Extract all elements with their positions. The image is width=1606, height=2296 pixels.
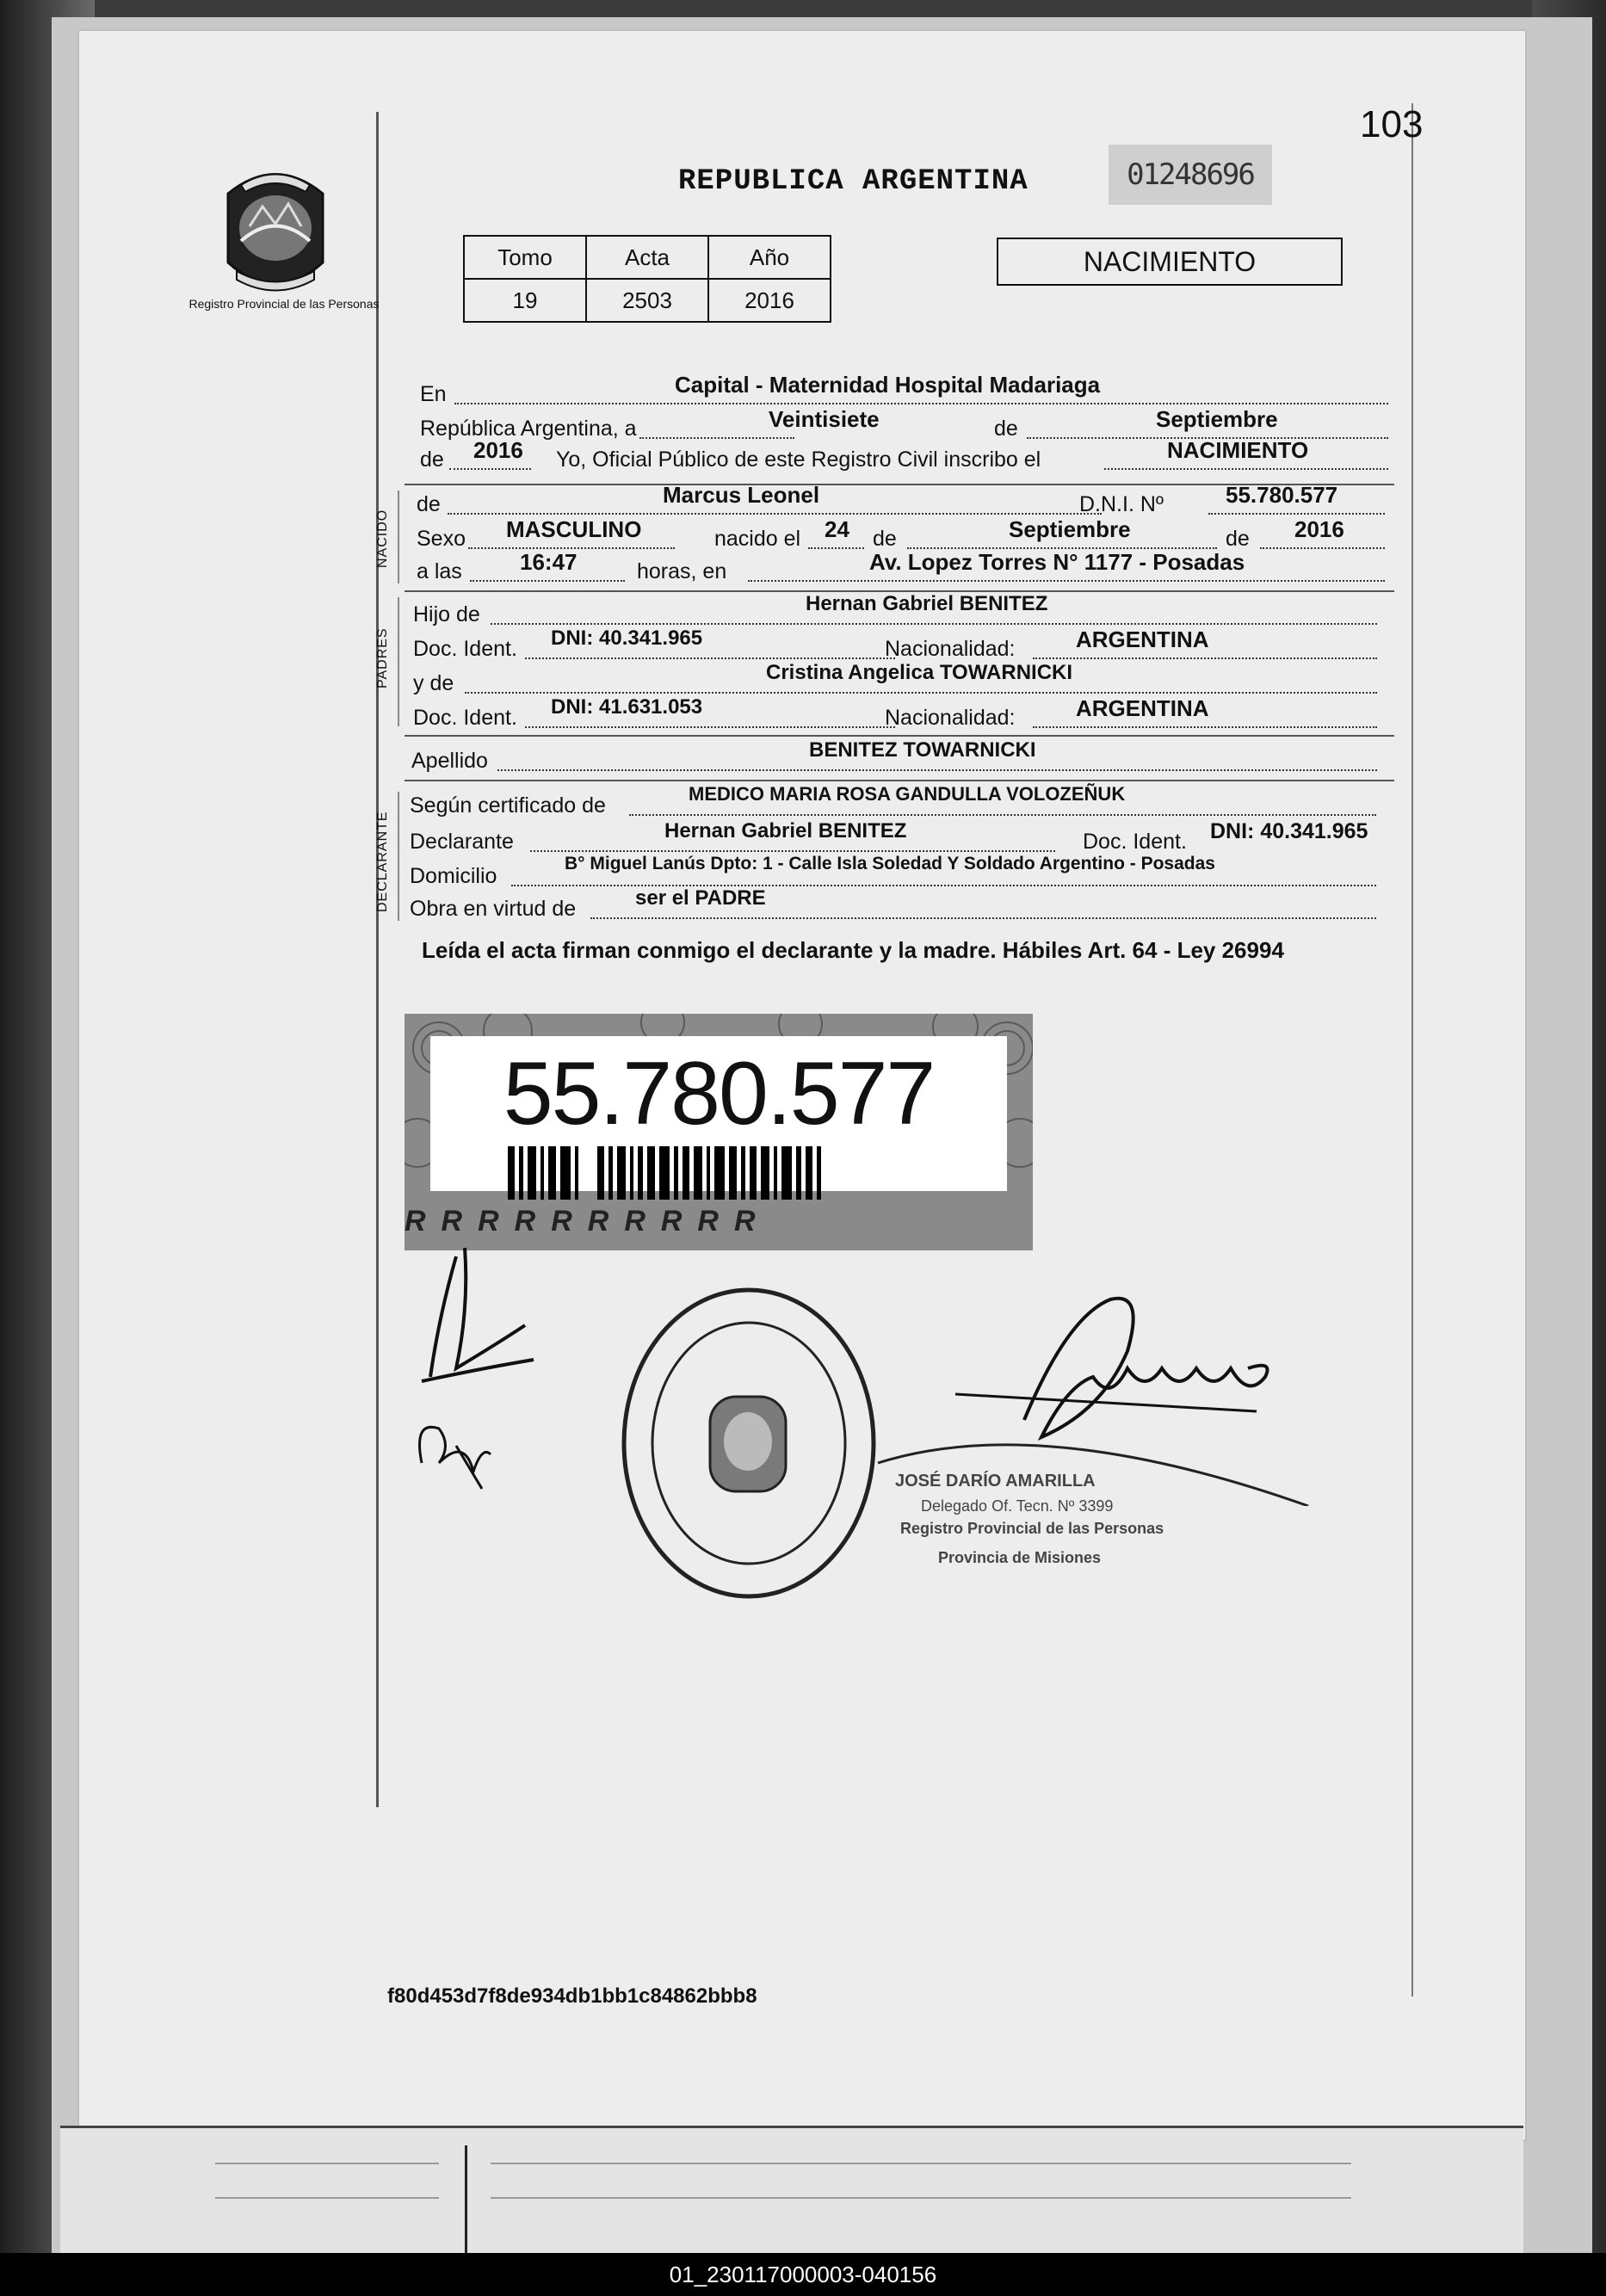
lower-sheet-rule xyxy=(491,2163,1351,2164)
row-father-doc xyxy=(413,626,1394,664)
time-value: 16:47 xyxy=(520,549,578,575)
declarante-doc-value: DNI: 40.341.965 xyxy=(1210,819,1368,843)
dotted-line xyxy=(1260,547,1385,549)
dotted-line xyxy=(454,403,1388,404)
month-value: Septiembre xyxy=(1156,406,1278,432)
certificado-label: Según certificado de xyxy=(410,793,606,818)
child-dni-value: 55.780.577 xyxy=(1226,482,1338,508)
dotted-line xyxy=(525,726,895,728)
declarante-doc-label: Doc. Ident. xyxy=(1083,830,1187,854)
barcode xyxy=(508,1146,912,1200)
domicilio-label: Domicilio xyxy=(410,864,497,888)
horas-label: horas, en xyxy=(637,559,727,583)
doc-ident-label: Doc. Ident. xyxy=(413,637,517,661)
yde-label: y de xyxy=(413,671,454,695)
sexo-value: MASCULINO xyxy=(506,516,642,542)
registry-table-value-row xyxy=(464,279,831,322)
domicilio-value: B° Miguel Lanús Dpto: 1 - Calle Isla Soledad Y Soldado Argentino - Posadas xyxy=(565,854,1215,873)
apellido-value: BENITEZ TOWARNICKI xyxy=(809,738,1036,762)
declarante-name-value: Hernan Gabriel BENITEZ xyxy=(664,819,907,842)
serial-number: 01248696 xyxy=(1109,145,1272,205)
lower-sheet-rule xyxy=(215,2163,439,2164)
row-name xyxy=(417,482,1398,520)
dotted-line xyxy=(465,692,1377,694)
row-place xyxy=(420,372,1401,410)
stamp-inner-panel xyxy=(430,1036,1007,1191)
inscribo-label: Yo, Oficial Público de este Registro Civil inscribo el xyxy=(556,447,1041,472)
apellido-label: Apellido xyxy=(411,749,488,773)
registry-table-header-row xyxy=(464,236,831,279)
dotted-line xyxy=(748,580,1385,582)
row-obra xyxy=(410,886,1391,924)
padres-section-label: PADRES xyxy=(375,627,390,688)
republica-label: República Argentina, a xyxy=(420,417,637,441)
section-side-bar xyxy=(398,597,399,726)
row-certificado xyxy=(410,783,1391,821)
nacionalidad-label: Nacionalidad: xyxy=(885,637,1016,661)
document-heading: REPUBLICA ARGENTINA xyxy=(678,165,1028,198)
page-number: 103 xyxy=(1360,103,1424,145)
act-word-value: NACIMIENTO xyxy=(1167,437,1309,463)
dotted-line xyxy=(1104,468,1388,470)
section-rule xyxy=(405,780,1394,781)
dotted-line xyxy=(639,437,794,439)
footer-id: 01_230117000003-040156 xyxy=(0,2253,1606,2296)
alas-label: a las xyxy=(417,559,462,583)
section-rule xyxy=(405,735,1394,737)
section-side-bar xyxy=(398,792,399,921)
official-line2: Registro Provincial de las Personas xyxy=(900,1520,1164,1537)
sexo-label: Sexo xyxy=(417,527,466,551)
registry-header-anio: Año xyxy=(708,236,831,279)
declarante-label: Declarante xyxy=(410,830,514,854)
nacido-section-label: NACIDO xyxy=(375,509,390,568)
section-side-bar xyxy=(398,491,399,583)
dotted-line xyxy=(448,513,1102,515)
dotted-line xyxy=(497,769,1377,771)
security-letter-strip: RRRRRRRRRR xyxy=(405,1205,771,1237)
hijo-label: Hijo de xyxy=(413,602,480,626)
lower-sheet-rule xyxy=(215,2197,439,2199)
obra-value: ser el PADRE xyxy=(635,886,766,910)
dotted-line xyxy=(525,657,895,659)
dotted-line xyxy=(1033,726,1377,728)
place-value: Capital - Maternidad Hospital Madariaga xyxy=(675,372,1101,398)
misiones-crest-icon xyxy=(202,159,349,306)
act-type-box: NACIMIENTO xyxy=(997,238,1343,286)
child-name-value: Marcus Leonel xyxy=(663,482,820,508)
declarante-section-label: DECLARANTE xyxy=(375,811,390,912)
dni-label: D.N.I. Nº xyxy=(1079,492,1164,516)
en-label: En xyxy=(420,382,447,406)
row-mother-doc xyxy=(413,695,1394,733)
row-time xyxy=(417,549,1398,587)
round-official-seal-icon xyxy=(615,1278,882,1609)
certificado-value: MEDICO MARIA ROSA GANDULLA VOLOZEÑUK xyxy=(689,783,1126,805)
dotted-line xyxy=(1033,657,1377,659)
de2-label: de xyxy=(420,447,444,472)
frame-left-rule xyxy=(376,112,379,1807)
dotted-line xyxy=(1208,513,1385,515)
dotted-line xyxy=(491,623,1377,625)
registry-header-tomo: Tomo xyxy=(464,236,586,279)
mother-name-value: Cristina Angelica TOWARNICKI xyxy=(766,661,1073,684)
declarant-signature-icon xyxy=(405,1239,559,1497)
dotted-line xyxy=(808,547,864,549)
father-nationality-value: ARGENTINA xyxy=(1076,626,1209,652)
mother-nationality-value: ARGENTINA xyxy=(1076,695,1209,721)
official-line1: Delegado Of. Tecn. Nº 3399 xyxy=(921,1497,1114,1515)
de-label: de xyxy=(873,527,897,551)
doc-ident-label: Doc. Ident. xyxy=(413,706,517,730)
dotted-line xyxy=(629,814,1376,816)
registry-value-tomo: 19 xyxy=(464,279,586,322)
dotted-line xyxy=(590,917,1376,919)
birth-year-value: 2016 xyxy=(1294,516,1344,542)
birth-place-value: Av. Lopez Torres N° 1177 - Posadas xyxy=(869,549,1245,575)
row-inscribo xyxy=(420,437,1401,475)
day-words-value: Veintisiete xyxy=(769,406,880,432)
security-stamp xyxy=(405,1014,1033,1250)
de-label: de xyxy=(1226,527,1250,551)
dotted-line xyxy=(530,850,1055,852)
year-value: 2016 xyxy=(473,437,523,463)
stamp-number: 55.780.577 xyxy=(503,1044,935,1144)
nacionalidad-label: Nacionalidad: xyxy=(885,706,1016,730)
nacido-label: nacido el xyxy=(714,527,801,551)
registry-header-acta: Acta xyxy=(586,236,708,279)
hash-code: f80d453d7f8de934db1bb1c84862bbb8 xyxy=(387,1984,757,2008)
father-doc-value: DNI: 40.341.965 xyxy=(551,626,703,650)
registry-value-acta: 2503 xyxy=(586,279,708,322)
registry-table xyxy=(463,235,831,323)
row-declarante xyxy=(410,819,1391,857)
birth-month-value: Septiembre xyxy=(1009,516,1131,542)
frame-right-rule xyxy=(1411,103,1413,1997)
official-line3: Provincia de Misiones xyxy=(938,1549,1102,1566)
row-domicilio xyxy=(410,854,1391,892)
mother-doc-value: DNI: 41.631.053 xyxy=(551,695,703,719)
dotted-line xyxy=(470,580,625,582)
lower-sheet-rule xyxy=(491,2197,1351,2199)
registry-value-anio: 2016 xyxy=(708,279,831,322)
row-mother xyxy=(413,661,1394,699)
row-apellido xyxy=(411,738,1393,776)
obra-label: Obra en virtud de xyxy=(410,897,577,921)
dotted-line xyxy=(449,468,531,470)
de-label: de xyxy=(417,492,441,516)
row-father xyxy=(413,592,1394,630)
birth-day-value: 24 xyxy=(825,516,849,542)
official-name: JOSÉ DARÍO AMARILLA xyxy=(895,1472,1096,1491)
closing-text: Leída el acta firman conmigo el declarante y la madre. Hábiles Art. 64 - Ley 26994 xyxy=(422,937,1284,963)
de-label: de xyxy=(994,417,1018,441)
father-name-value: Hernan Gabriel BENITEZ xyxy=(806,592,1048,615)
logo-caption: Registro Provincial de las Personas xyxy=(188,297,380,311)
